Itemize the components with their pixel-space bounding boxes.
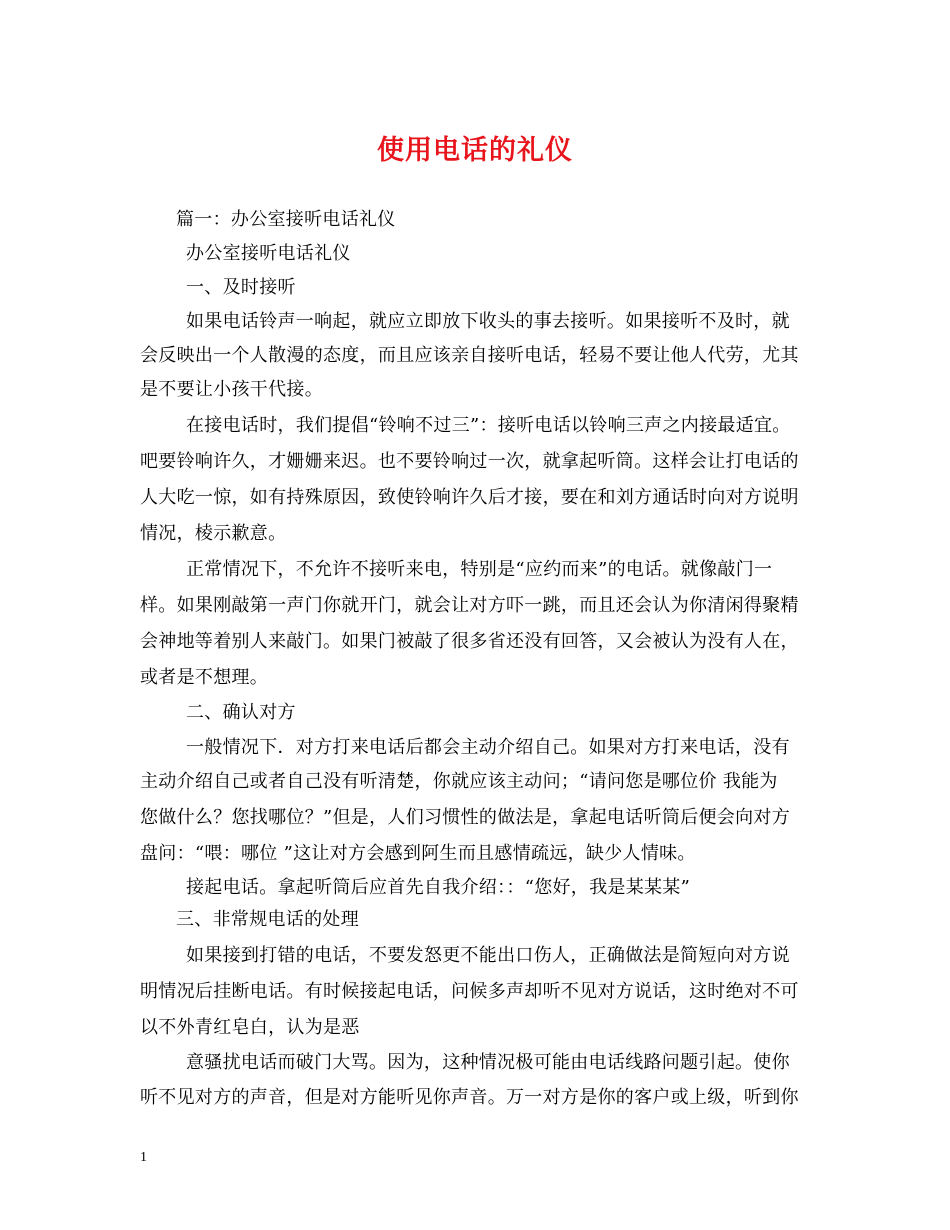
text-line: 样。如果刚敲第一声门你就开门，就会让对方吓一跳，而且还会认为你清闲得聚精 (140, 595, 799, 616)
text-line: 在接电话时，我们提倡“铃响不过三”：接听电话以铃响三声之内接最适宜。 (186, 415, 791, 436)
text-line: 情况，棱示歉意。 (140, 523, 287, 544)
text-line: 会反映出一个人散漫的态度，而且应该亲自接听电话，轻易不要让他人代劳，尤其 (140, 345, 799, 366)
text-line: 接起电话。拿起听筒后应首先自我介绍：：“您好，我是某某某” (186, 877, 691, 898)
text-line: 一般情况下．对方打来电话后都会主动介绍自己。如果对方打来电话，没有 (186, 737, 790, 758)
text-line: 意骚扰电话而破门大骂。因为，这种情况极可能由电话线路问题引起。使你 (186, 1052, 790, 1073)
text-line: 吧要铃响许久，才姗姗来迟。也不要铃响过一次，就拿起听筒。这样会让打电话的 (140, 451, 799, 472)
text-line: 办公室接听电话礼仪 (186, 243, 351, 264)
text-line: 一、及时接听 (186, 277, 296, 298)
text-line: 三、非常规电话的处理 (176, 909, 359, 930)
document-title: 使用电话的礼仪 (377, 135, 573, 166)
text-line: 如果接到打错的电话，不要发怒更不能出口伤人，正确做法是简短向对方说 (186, 945, 790, 966)
text-line: 如果电话铃声一响起，就应立即放下收头的事去接听。如果接听不及时，就 (186, 311, 790, 332)
text-line: 人大吃一惊，如有持殊原因，致使铃响许久后才接，要在和刘方通话时向对方说明 (140, 487, 799, 508)
text-line: 听不见对方的声音，但是对方能听见你声音。万一对方是你的客户或上级，听到你 (140, 1087, 799, 1108)
page-number: 1 (140, 1150, 147, 1165)
text-line: 您做什么？您找哪位？”但是，人们习惯性的做法是，拿起电话听筒后便会向对方 (140, 807, 790, 828)
text-line: 或者是不想理。 (140, 667, 269, 688)
text-line: 篇一：办公室接听电话礼仪 (176, 209, 396, 230)
text-line: 以不外青红皂白，认为是恶 (140, 1017, 360, 1038)
text-line: 会神地等着别人来敲门。如果门被敲了很多省还没有回答，又会被认为没有人在， (140, 631, 799, 652)
text-line: 主动介绍自己或者自己没有听清楚，你就应该主动问；“请问您是哪位价 我能为 (140, 771, 778, 792)
text-line: 是不要让小孩干代接。 (140, 379, 323, 400)
text-line: 明情况后挂断电话。有时候接起电话，问候多声却听不见对方说话，这时绝对不可 (140, 981, 799, 1002)
text-line: 二、确认对方 (186, 702, 296, 723)
text-line: 正常情况下，不允许不接听来电，特别是“应约而来”的电话。就像敲门一 (186, 559, 773, 580)
text-line: 盘问：“喂：哪位 ”这让对方会感到阿生而且感情疏远，缺少人情味。 (140, 843, 696, 864)
